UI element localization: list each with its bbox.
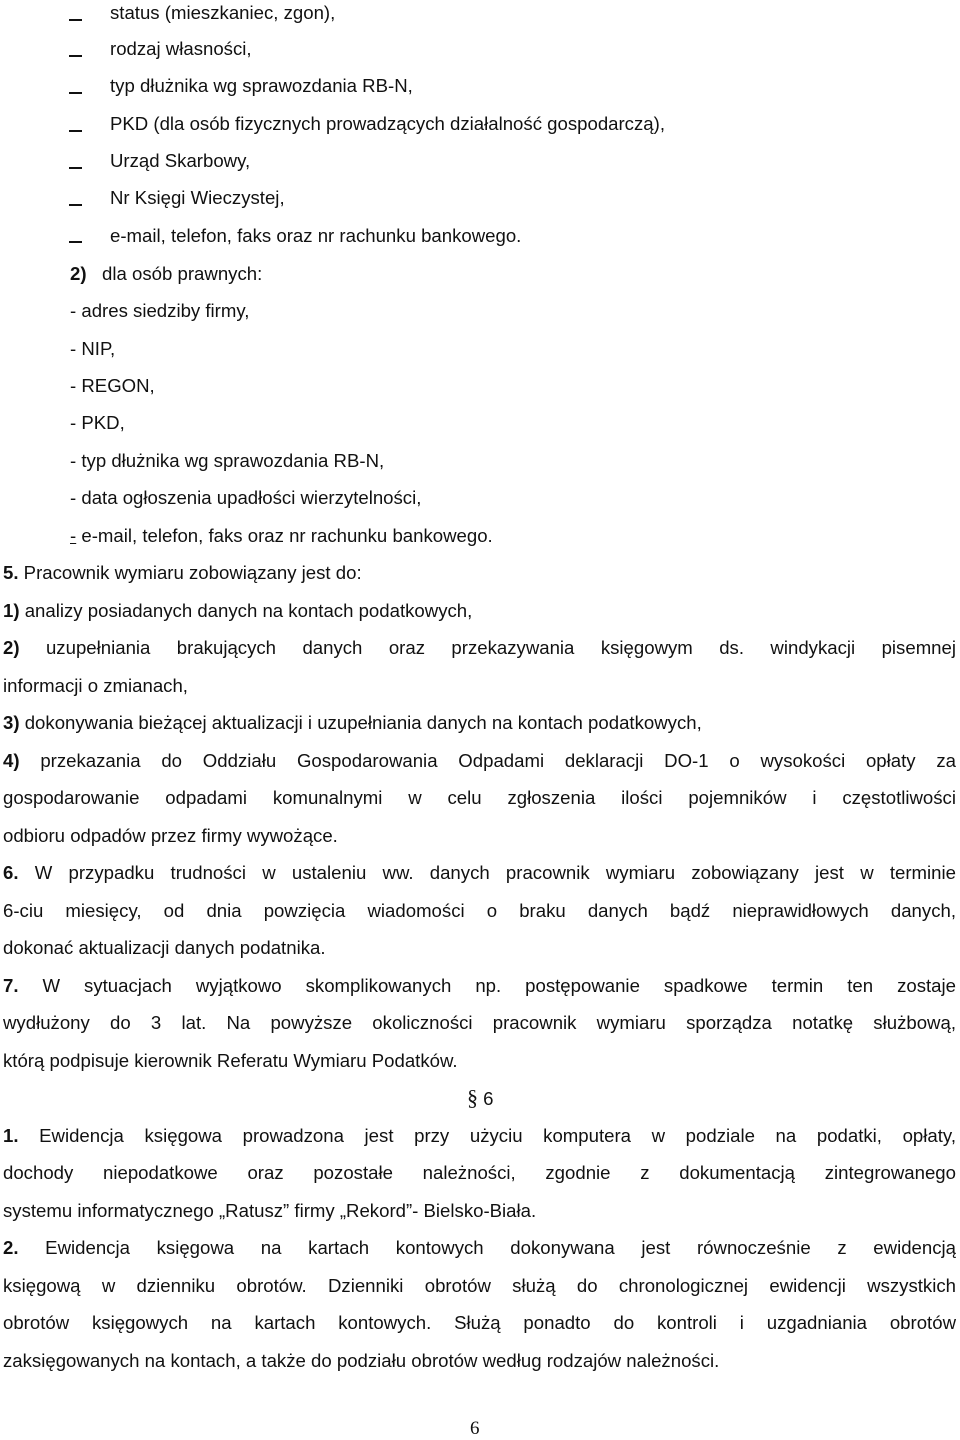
legal-item: - PKD, [70, 412, 125, 433]
paragraph-text: dokonać aktualizacji danych podatnika. [3, 937, 326, 958]
list-item: rodzaj własności, [110, 38, 252, 59]
paragraph-text: którą podpisuje kierownik Referatu Wymiaru Podatków. [3, 1050, 458, 1071]
section-number: 6 [483, 1088, 494, 1109]
item-text: odbioru odpadów przez firmy wywożące. [3, 825, 338, 846]
section-heading [467, 1087, 494, 1110]
item-text: informacji o zmianach, [3, 675, 188, 696]
paragraph-line [3, 825, 338, 847]
legal-item: - adres siedziby firmy, [70, 300, 250, 321]
paragraph-text: zaksięgowanych na kontach, a także do podziału obrotów według rodzajów należności. [3, 1350, 720, 1371]
list-item: PKD (dla osób fizycznych prowadzących działalność gospodarczą), [110, 113, 665, 134]
legal-heading-number: 2) [70, 263, 87, 284]
paragraph-6-line [3, 862, 956, 884]
paragraph-text: Ewidencja księgowa na kartach kontowych dokonywana jest równocześnie z ewidencją [18, 1237, 956, 1258]
underlined-dash: - [70, 525, 77, 546]
paragraph-line [3, 787, 956, 809]
section-6-p2-line [3, 1350, 719, 1372]
paragraph-text: W przypadku trudności w ustaleniu ww. danych pracownik wymiaru zobowiązany jest w terminie [18, 862, 956, 883]
section-6-p2-line [3, 1275, 956, 1297]
section-6-p2-line [3, 1237, 956, 1259]
legal-item: - REGON, [70, 375, 155, 396]
paragraph-number: 5. [3, 562, 19, 583]
list-item: Urząd Skarbowy, [110, 150, 251, 171]
item-text: przekazania do Oddziału Gospodarowania Odpadami deklaracji DO-1 o wysokości opłaty za [19, 750, 956, 771]
dash-bullet [69, 55, 82, 57]
paragraph-number: 7. [3, 975, 19, 996]
paragraph-text: systemu informatycznego „Ratusz” firmy „Rekord”- Bielsko-Biała. [3, 1200, 537, 1221]
paragraph-text: dochody niepodatkowe oraz pozostałe należności, zgodnie z dokumentacją zintegrowanego [3, 1162, 956, 1183]
list-item: e-mail, telefon, faks oraz nr rachunku bankowego. [110, 225, 522, 246]
legal-heading-text: dla osób prawnych: [102, 263, 263, 284]
item-text: uzupełniania brakujących danych oraz przekazywania księgowym ds. windykacji pisemnej [19, 637, 956, 658]
section-6-p1-line [3, 1125, 956, 1147]
paragraph-text: Pracownik wymiaru zobowiązany jest do: [18, 562, 362, 583]
legal-item: - typ dłużnika wg sprawozdania RB-N, [70, 450, 385, 471]
paragraph-line [3, 637, 956, 659]
list-item: Nr Księgi Wieczystej, [110, 187, 285, 208]
section-6-p1-line [3, 1200, 536, 1222]
item-text: gospodarowanie odpadami komunalnymi w celu zgłoszenia ilości pojemników i częstotliwości [3, 787, 956, 808]
paragraph-7-line [3, 975, 956, 997]
paragraph-line [3, 675, 188, 697]
section-6-p2-line [3, 1312, 956, 1334]
paragraph-text: wydłużony do 3 lat. Na powyższe okoliczności pracownik wymiaru sporządza notatkę służbową, [3, 1012, 956, 1033]
legal-item-last-text: e-mail, telefon, faks oraz nr rachunku bankowego. [76, 525, 493, 546]
dash-bullet [69, 130, 82, 132]
list-item: typ dłużnika wg sprawozdania RB-N, [110, 75, 413, 96]
paragraph-7-line [3, 1012, 956, 1034]
paragraph-7-line [3, 1050, 458, 1072]
item-number: 3) [3, 712, 20, 733]
paragraph-text: W sytuacjach wyjątkowo skomplikowanych np. postępowanie spadkowe termin ten zostaje [18, 975, 956, 996]
legal-item: - data ogłoszenia upadłości wierzytelności, [70, 487, 422, 508]
item-text: analizy posiadanych danych na kontach podatkowych, [19, 600, 473, 621]
item-number: 4) [3, 750, 20, 771]
dash-bullet [69, 167, 82, 169]
legal-heading [70, 263, 262, 285]
paragraph-5-heading [3, 562, 362, 584]
paragraph-number: 6. [3, 862, 19, 883]
dash-bullet [69, 92, 82, 94]
paragraph-line [3, 750, 956, 772]
paragraph-6-line [3, 900, 956, 922]
section-6-p1-line [3, 1162, 956, 1184]
page-number: 6 [470, 1418, 480, 1439]
paragraph-text: księgową w dzienniku obrotów. Dzienniki obrotów służą do chronologicznej ewidencji wszystkich [3, 1275, 956, 1296]
paragraph-text: obrotów księgowych na kartach kontowych. Służą ponadto do kontroli i uzgadniania obrotów [3, 1312, 956, 1333]
paragraph-text: 6-ciu miesięcy, od dnia powzięcia wiadomości o braku danych bądź nieprawidłowych danych, [3, 900, 956, 921]
item-number: 2) [3, 637, 20, 658]
item-text: dokonywania bieżącej aktualizacji i uzupełniania danych na kontach podatkowych, [19, 712, 702, 733]
paragraph-6-line [3, 937, 326, 959]
paragraph-number: 1. [3, 1125, 19, 1146]
dash-bullet [69, 19, 82, 21]
paragraph-line [3, 712, 702, 734]
dash-bullet [69, 241, 82, 243]
section-symbol: § [467, 1085, 478, 1110]
legal-item: - NIP, [70, 338, 116, 359]
dash-bullet [69, 204, 82, 206]
paragraph-number: 2. [3, 1237, 19, 1258]
paragraph-line [3, 600, 472, 622]
list-item: status (mieszkaniec, zgon), [110, 2, 336, 23]
item-number: 1) [3, 600, 20, 621]
legal-item-last [70, 525, 493, 547]
paragraph-text: Ewidencja księgowa prowadzona jest przy użyciu komputera w podziale na podatki, opłaty, [18, 1125, 956, 1146]
